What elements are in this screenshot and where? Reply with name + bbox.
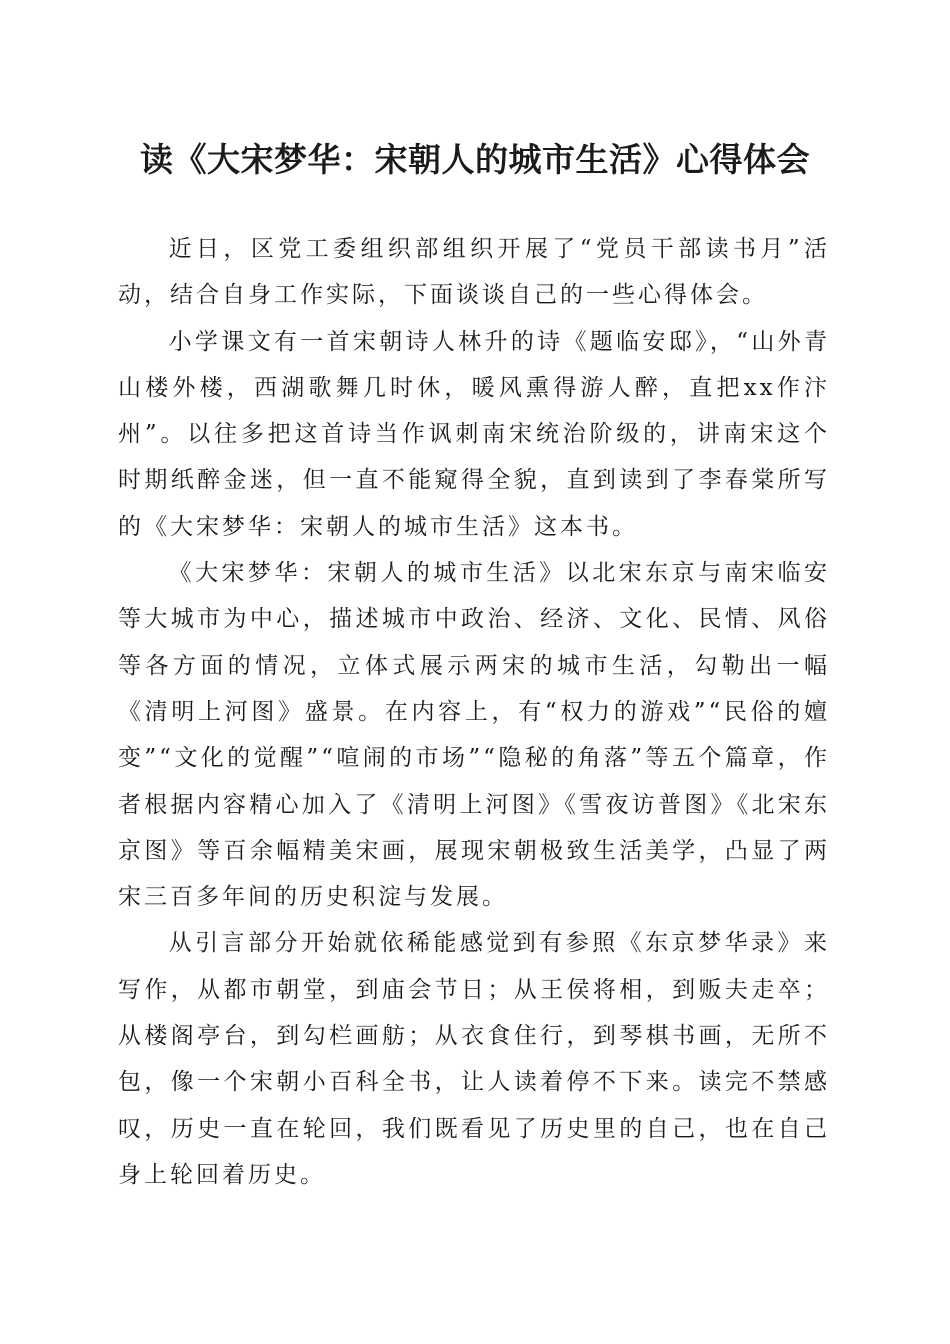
paragraph-2: 小学课文有一首宋朝诗人林升的诗《题临安邸》，“山外青山楼外楼，西湖歌舞几时休，暖风熏得游人醉，直把xx作汴州”。以往多把这首诗当作讽刺南宋统治阶级的，讲南宋这个时期纸醉金迷，但一直不能窥得全貌，直到读到了李春棠所写的《大宋梦华：宋朝人的城市生活》这本书。 bbox=[118, 328, 830, 540]
document-title: 读《大宋梦华：宋朝人的城市生活》心得体会 bbox=[140, 140, 810, 179]
document-body bbox=[118, 226, 830, 1198]
paragraph-4: 从引言部分开始就依稀能感觉到有参照《东京梦华录》来写作，从都市朝堂，到庙会节日；从王侯将相，到贩夫走卒；从楼阁亭台，到勾栏画舫；从衣食住行，到琴棋书画，无所不包，像一个宋朝小百科全书，让人读着停不下来。读完不禁感叹，历史一直在轮回，我们既看见了历史里的自己，也在自己身上轮回着历史。 bbox=[118, 930, 830, 1188]
paragraph-3: 《大宋梦华：宋朝人的城市生活》以北宋东京与南宋临安等大城市为中心，描述城市中政治、经济、文化、民情、风俗等各方面的情况，立体式展示两宋的城市生活，勾勒出一幅《清明上河图》盛景。在内容上，有“权力的游戏”“民俗的嬗变”“文化的觉醒”“喧闹的市场”“隐秘的角落”等五个篇章，作者根据内容精心加入了《清明上河图》《雪夜访普图》《北宋东京图》等百余幅精美宋画，展现宋朝极致生活美学，凸显了两宋三百多年间的历史积淀与发展。 bbox=[118, 560, 830, 911]
paragraph-1: 近日，区党工委组织部组织开展了“党员干部读书月”活动，结合自身工作实际，下面谈谈自己的一些心得体会。 bbox=[118, 236, 830, 309]
